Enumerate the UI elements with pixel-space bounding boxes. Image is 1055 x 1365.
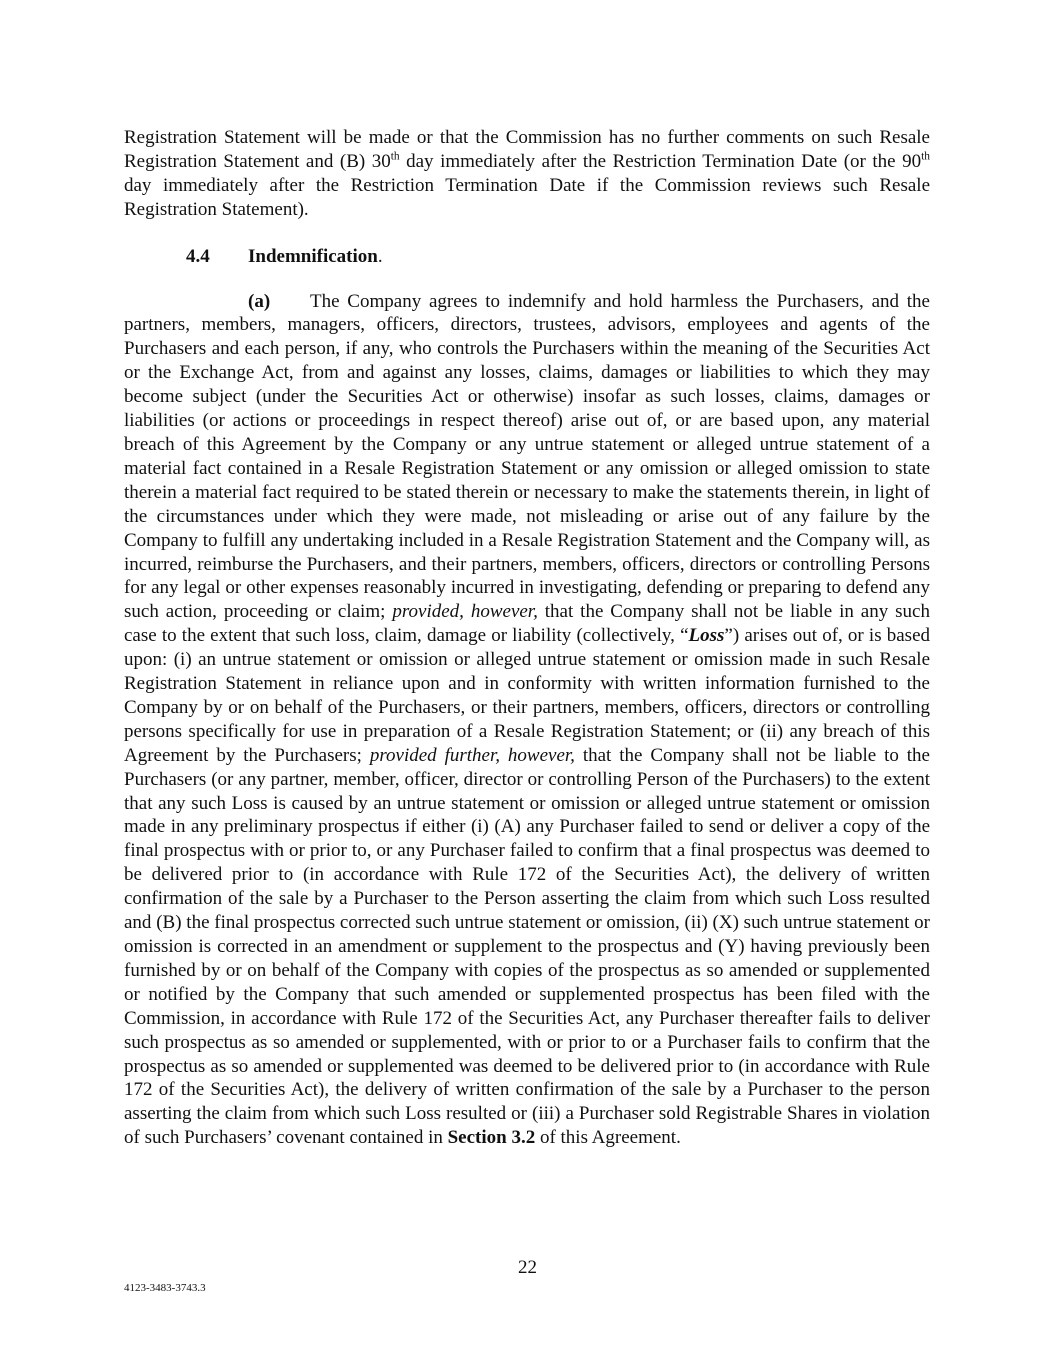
page-number: 22: [518, 1257, 537, 1278]
section-number: 4.4: [186, 245, 210, 267]
proviso-italic: provided, however,: [392, 601, 538, 623]
proviso-italic: provided further, however,: [369, 744, 575, 766]
section-heading: 4.4 Indemnification.: [186, 245, 383, 267]
intro-paragraph: Registration Statement will be made or that the Commission has no further comments on such Resale Registration Statement and (B) 30th day immediately after the Restriction Termination Date (or the 90th day immediately after the Restriction Termination Date if the Commission reviews such Resale Registration Statement).: [124, 127, 930, 220]
subsection-label: (a): [248, 290, 271, 312]
subsection-a-paragraph: (a) The Company agrees to indemnify and hold harmless the Purchasers, and the partners, members, managers, officers, directors, trustees, advisors, employees and agents of the Purchasers and each person, if any, who controls the Purchasers within the meaning of the Securities Act or the Exchange Act, from and against any losses, claims, damages or liabilities to which they may become subject (under the Securities Act or otherwise) insofar as such losses, claims, damages or liabilities (or actions or proceedings in respect thereof) arise out of, or are based upon, any material breach of this Agreement by the Company or any untrue statement or alleged untrue statement of a material fact contained in a Resale Registration Statement or any omission or alleged omission to state therein a material fact required to be stated therein or necessary to make the statements therein, in light of the circumstances under which they were made, not misleading or arise out of any failure by the Company to fulfill any undertaking included in a Resale Registration Statement and the Company will, as incurred, reimburse the Purchasers, and their partners, members, officers, directors or controlling Persons for any legal or other expenses reasonably incurred in investigating, defending or preparing to defend any such action, proceeding or claim; provided, however, that the Company shall not be liable in any such case to the extent that such loss, claim, damage or liability (collectively, “Loss”) arises out of, or is based upon: (i) an untrue statement or omission or alleged untrue statement or omission made in such Resale Registration Statement in reliance upon and in conformity with written information furnished to the Company by or on behalf of the Purchasers, or their partners, members, officers, directors or controlling persons specifically for use in preparation of a Resale Registration Statement; or (ii) any breach of this Agreement by the Purchasers; provided further, however, that the Company shall not be liable to the Purchasers (or any partner, member, officer, director or controlling Person of the Purchasers) to the extent that any such Loss is caused by an untrue statement or omission or alleged untrue statement or omission made in any preliminary prospectus if either (i) (A) any Purchaser failed to send or deliver a copy of the final prospectus with or prior to, or any Purchaser failed to confirm that a final prospectus was deemed to be delivered prior to (in accordance with Rule 172 of the Securities Act), the delivery of written confirmation of the sale by a Purchaser to the Person asserting the claim from which such Loss resulted and (B) the final prospectus corrected such untrue statement or omission, (ii) (X) such untrue statement or omission is corrected in an amendment or supplement to the prospectus and (Y) having previously been furnished by or on behalf of the Company with copies of the prospectus as so amended or supplemented or notified by the Company that such amended or supplemented prospectus has been filed with the Commission, in accordance with Rule 172 of the Securities Act, any Purchaser thereafter fails to deliver such prospectus as so amended or supplemented, with or prior to or a Purchaser fails to confirm that the prospectus as so amended or supplemented was deemed to be delivered prior to (in accordance with Rule 172 of the Securities Act), the delivery of written confirmation of the sale by a Purchaser to the person asserting the claim from which such Loss resulted or (iii) a Purchaser sold Registrable Shares in violation of such Purchasers’ covenant contained in Section 3.2 of this Agreement.: [124, 290, 931, 1149]
defined-term: Loss: [688, 625, 725, 647]
document-body: [124, 126, 930, 1150]
document-id: 4123-3483-3743.3: [124, 1282, 206, 1294]
section-reference: Section 3.2: [447, 1127, 536, 1149]
section-title: Indemnification: [248, 245, 378, 267]
